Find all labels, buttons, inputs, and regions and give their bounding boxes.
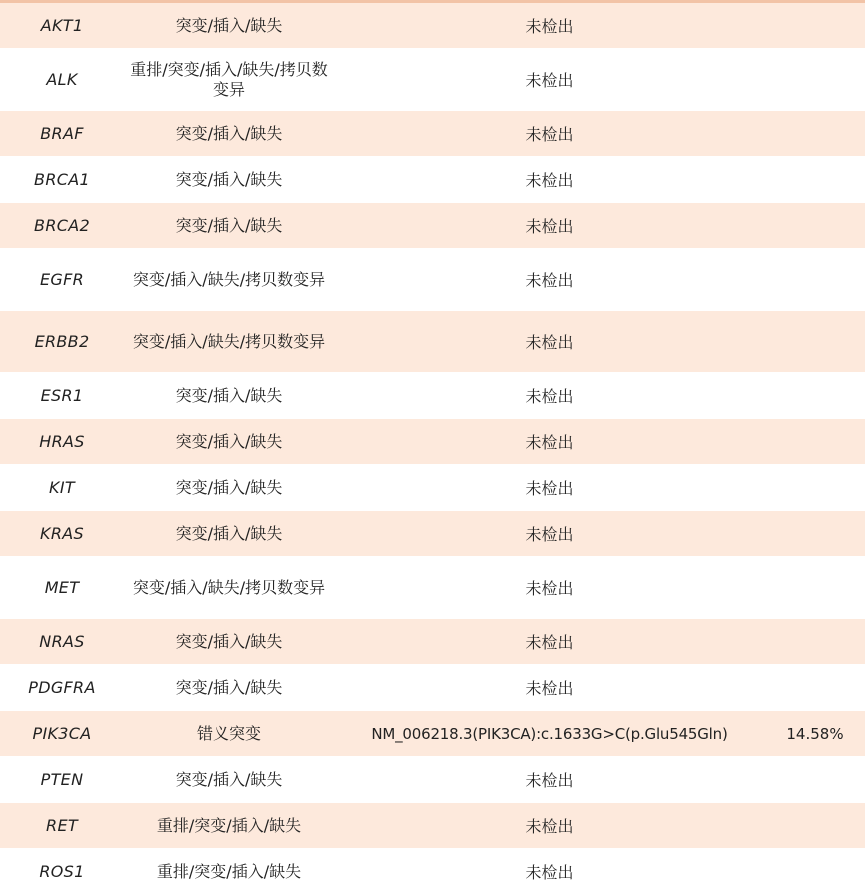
- detection-result-cell: 未检出: [525, 479, 574, 498]
- table-row: [0, 511, 865, 557]
- variant-type-cell: 突变/插入/缺失: [175, 123, 283, 143]
- table-row: [0, 111, 865, 157]
- table-row: [0, 803, 865, 849]
- table-row: [0, 249, 865, 311]
- gene-name-cell: NRAS: [39, 632, 85, 651]
- detection-result-cell: NM_006218.3(PIK3CA):c.1633G>C(p.Glu545Gln): [371, 724, 728, 743]
- gene-name-cell: PIK3CA: [32, 724, 92, 743]
- detection-result-cell: 未检出: [525, 817, 574, 836]
- table-row: [0, 311, 865, 373]
- variant-type-cell: 突变/插入/缺失: [175, 477, 283, 497]
- variant-type-cell: 重排/突变/插入/缺失: [156, 861, 302, 881]
- gene-name-cell: PDGFRA: [28, 678, 96, 697]
- detection-result-cell: 未检出: [525, 217, 574, 236]
- detection-result-cell: 未检出: [525, 863, 574, 882]
- detection-result-cell: 未检出: [525, 679, 574, 698]
- detection-result-cell: 未检出: [525, 633, 574, 652]
- table-row: [0, 849, 865, 895]
- detection-result-cell: 未检出: [525, 71, 574, 90]
- gene-name-cell: ALK: [46, 70, 78, 89]
- gene-name-cell: MET: [44, 578, 80, 597]
- detection-result-cell: 未检出: [525, 125, 574, 144]
- detection-result-cell: 未检出: [525, 171, 574, 190]
- variant-type-cell: 突变/插入/缺失: [175, 215, 283, 235]
- detection-result-cell: 未检出: [525, 433, 574, 452]
- gene-name-cell: PTEN: [40, 770, 84, 789]
- table-row: [0, 665, 865, 711]
- gene-detection-table: [0, 3, 865, 895]
- gene-name-cell: AKT1: [40, 16, 84, 35]
- gene-name-cell: ESR1: [40, 386, 84, 405]
- variant-type-cell: 突变/插入/缺失/拷贝数变异: [132, 331, 326, 351]
- variant-type-cell: 突变/插入/缺失/拷贝数变异: [132, 269, 326, 289]
- variant-type-cell: 突变/插入/缺失: [175, 523, 283, 543]
- gene-name-cell: BRAF: [40, 124, 84, 143]
- table-row: [0, 49, 865, 111]
- table-row: [0, 3, 865, 49]
- gene-name-cell: ERBB2: [34, 332, 90, 351]
- table-row: [0, 557, 865, 619]
- detection-result-cell: 未检出: [525, 387, 574, 406]
- gene-name-cell: RET: [46, 816, 78, 835]
- variant-type-cell: 突变/插入/缺失: [175, 385, 283, 405]
- gene-name-cell: EGFR: [39, 270, 85, 289]
- gene-name-cell: KRAS: [40, 524, 84, 543]
- variant-type-cell: 突变/插入/缺失: [175, 631, 283, 651]
- detection-result-cell: 未检出: [525, 525, 574, 544]
- gene-name-cell: BRCA2: [34, 216, 90, 235]
- variant-type-cell: 重排/突变/插入/缺失: [156, 815, 302, 835]
- table-row: [0, 619, 865, 665]
- table-row: [0, 419, 865, 465]
- variant-type-cell: 重排/突变/插入/缺失/拷贝数变异: [130, 59, 328, 99]
- variant-type-cell: 突变/插入/缺失: [175, 15, 283, 35]
- table-row: [0, 711, 865, 757]
- detection-result-cell: 未检出: [525, 771, 574, 790]
- variant-type-cell: 突变/插入/缺失: [175, 677, 283, 697]
- detection-result-cell: 未检出: [525, 333, 574, 352]
- variant-type-cell: 突变/插入/缺失/拷贝数变异: [132, 577, 326, 597]
- gene-name-cell: ROS1: [39, 862, 85, 881]
- table-row: [0, 373, 865, 419]
- detection-result-cell: 未检出: [525, 579, 574, 598]
- detection-result-cell: 未检出: [525, 17, 574, 36]
- variant-type-cell: 突变/插入/缺失: [175, 431, 283, 451]
- variant-type-cell: 错义突变: [196, 723, 261, 743]
- gene-name-cell: HRAS: [39, 432, 85, 451]
- table-row: [0, 203, 865, 249]
- gene-name-cell: BRCA1: [34, 170, 90, 189]
- variant-type-cell: 突变/插入/缺失: [175, 169, 283, 189]
- variant-type-cell: 突变/插入/缺失: [175, 769, 283, 789]
- detection-result-cell: 未检出: [525, 271, 574, 290]
- table-row: [0, 157, 865, 203]
- gene-name-cell: KIT: [49, 478, 75, 497]
- table-row: [0, 757, 865, 803]
- mutation-frequency-cell: 14.58%: [786, 724, 844, 743]
- table-row: [0, 465, 865, 511]
